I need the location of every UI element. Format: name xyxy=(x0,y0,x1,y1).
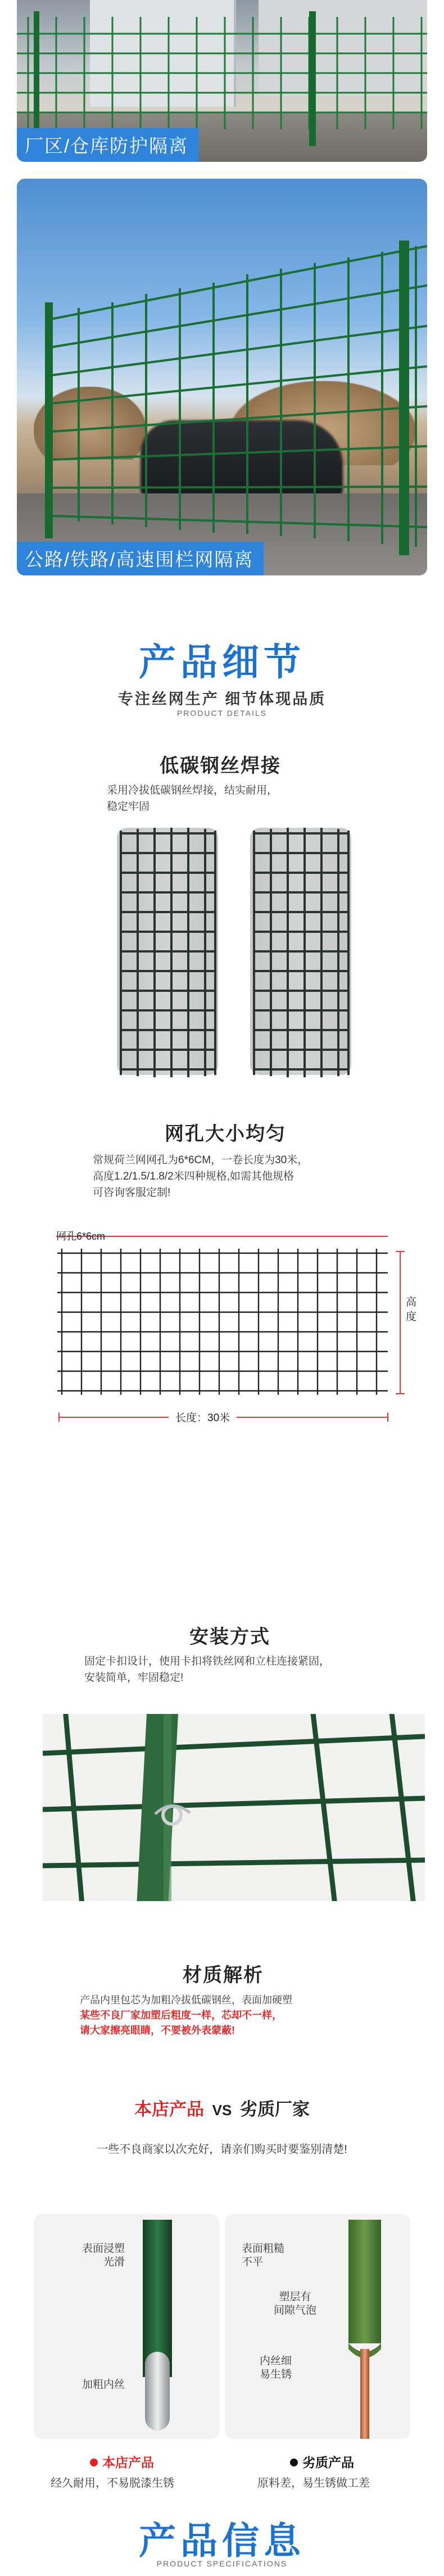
steel-text-line: 采用冷拔低碳钢丝焊接，结实耐用， xyxy=(107,784,278,796)
bad-label-gap-line: 间隙气泡 xyxy=(273,2305,316,2316)
banner-caption: 公路/铁路/高速围栏网隔离 xyxy=(17,542,264,575)
mesh-height-label xyxy=(406,1295,417,1325)
install-text-line: 固定卡扣设计，使用卡扣将铁丝网和立柱连接紧固， xyxy=(84,1656,330,1667)
bad-label-surface-line: 表面粗糙 xyxy=(242,2243,285,2255)
black-dot-icon xyxy=(290,2459,298,2466)
steel-text-line: 稳定牢固 xyxy=(107,801,150,813)
mesh-text-line: 常规荷兰网网孔为6*6CM，一卷长度为30米， xyxy=(93,1154,309,1166)
bad-label-gap-line: 塑层有 xyxy=(279,2291,311,2303)
bad-product-title xyxy=(290,2452,354,2471)
compare-note: 一些不良商家以次充好，请亲们购买时要鉴别清楚! xyxy=(97,2143,347,2156)
banner-caption: 厂区/仓库防护隔离 xyxy=(17,128,198,162)
bad-label-gap xyxy=(256,2291,334,2318)
good-product-title-text: 本店产品 xyxy=(102,2455,154,2470)
compare-ours: 本店产品 xyxy=(134,2099,205,2119)
good-product-title xyxy=(90,2452,154,2471)
product-details-subtitle: 专注丝网生产 细节体现品质 xyxy=(117,691,327,708)
install-heading: 安装方式 xyxy=(189,1626,270,1648)
mesh-text-line: 可咨询客服定制! xyxy=(93,1187,171,1199)
material-warning-line: 请大家擦亮眼睛，不要被外表蒙蔽! xyxy=(80,2025,235,2036)
steel-text xyxy=(107,782,278,815)
bad-label-surface xyxy=(242,2242,320,2269)
mesh-text xyxy=(93,1152,308,1201)
product-details-subtitle-en: PRODUCT DETAILS xyxy=(176,709,268,718)
good-wire-cross-section xyxy=(135,2220,180,2445)
install-text-line: 安装简单，牢固稳定! xyxy=(84,1672,184,1684)
bad-label-surface-line: 不平 xyxy=(242,2256,264,2268)
good-product-desc: 经久耐用，不易脱漆生锈 xyxy=(51,2477,174,2489)
highway-fence-banner xyxy=(17,179,427,575)
bad-wire-cross-section xyxy=(343,2220,388,2445)
material-text xyxy=(80,1993,292,2038)
steel-heading: 低碳钢丝焊接 xyxy=(160,755,281,777)
material-heading: 材质解析 xyxy=(183,1965,264,1986)
bad-label-core-line: 易生锈 xyxy=(260,2369,292,2380)
mesh-height-text: 高度 xyxy=(406,1296,417,1323)
good-label-surface-line: 光滑 xyxy=(103,2256,125,2268)
mesh-roll-right xyxy=(247,822,354,1081)
install-text xyxy=(84,1653,330,1686)
mesh-hole-label: 网孔6*6cm xyxy=(56,1231,106,1242)
compare-vs: VS xyxy=(212,2102,232,2119)
installation-clip-photo xyxy=(43,1714,425,1901)
mesh-length-label: 长度：30米 xyxy=(169,1409,237,1425)
green-fence-graphic xyxy=(17,179,427,575)
red-dot-icon xyxy=(90,2459,98,2466)
product-info-title: 产品信息 xyxy=(139,2520,305,2561)
good-label-surface xyxy=(46,2242,125,2269)
factory-fence-banner xyxy=(17,0,427,162)
mesh-text-line: 高度1.2/1.5/1.8/2米四种规格,如需其他规格 xyxy=(93,1171,294,1182)
compare-header xyxy=(0,2095,444,2120)
bad-label-core xyxy=(260,2355,338,2382)
product-info-subtitle-en: PRODUCT SPECIFICATIONS xyxy=(156,2559,288,2568)
mesh-grid-diagram xyxy=(17,1225,427,1427)
mesh-roll-left xyxy=(114,822,221,1081)
good-label-surface-line: 表面浸塑 xyxy=(81,2243,125,2255)
bad-product-desc: 原料差，易生锈做工差 xyxy=(257,2477,370,2489)
good-label-core: 加粗内丝 xyxy=(81,2379,125,2391)
compare-theirs: 劣质厂家 xyxy=(239,2099,310,2119)
bad-product-title-text: 劣质产品 xyxy=(302,2455,354,2470)
product-details-title: 产品细节 xyxy=(139,641,305,683)
bad-label-core-line: 内丝细 xyxy=(260,2355,292,2367)
mesh-heading: 网孔大小均匀 xyxy=(165,1123,286,1145)
material-warning-line: 某些不良厂家加塑后粗度一样，芯却不一样， xyxy=(80,2010,282,2021)
material-text-line: 产品内里包芯为加粗冷拔低碳钢丝，表面加硬塑 xyxy=(80,1994,292,2006)
